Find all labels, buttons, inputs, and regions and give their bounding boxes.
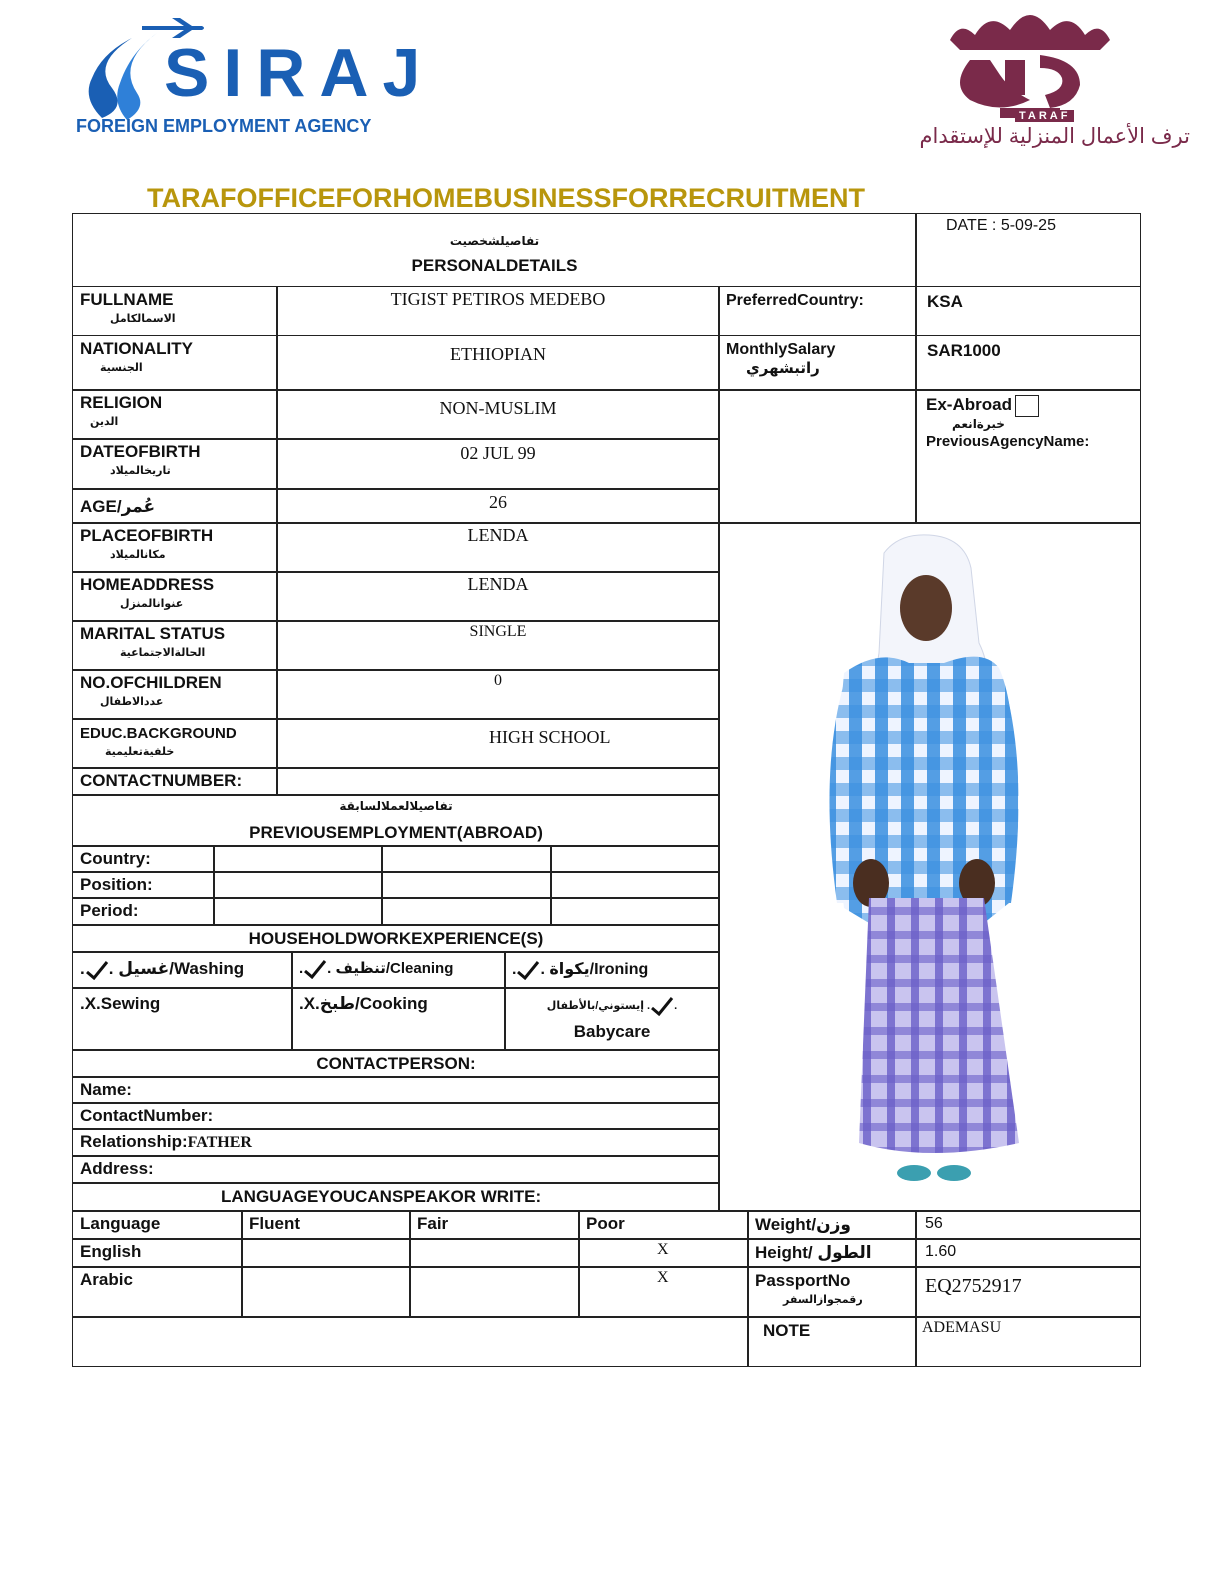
fullname-value: TIGIST PETIROS MEDEBO	[390, 289, 606, 309]
weight-label-cell	[747, 1210, 917, 1240]
cooking-cell	[291, 987, 506, 1051]
cleaning-check-icon	[303, 959, 327, 979]
dob-label: DATEOFBIRTH	[80, 442, 201, 461]
lang-english-poor: X	[657, 1241, 669, 1258]
weight-value-cell	[915, 1210, 1141, 1240]
prev-employment-title: PREVIOUSEMPLOYMENT(ABROAD)	[249, 823, 543, 842]
lang-arabic-poor-cell	[578, 1266, 749, 1318]
lang-arabic-poor: X	[657, 1269, 669, 1286]
exabroad-cell	[915, 389, 1141, 524]
nationality-ar: الجنسية	[100, 362, 143, 374]
washing-label: غسيل/Washing	[118, 959, 245, 978]
pob-label-cell	[72, 522, 278, 573]
lang-english-poor-cell	[578, 1238, 749, 1268]
nationality-value-cell	[276, 335, 720, 391]
cp-number-label: ContactNumber:	[80, 1106, 214, 1125]
marital-label-cell	[72, 620, 278, 671]
crown-emblem-icon	[930, 0, 1130, 125]
marital-value: SINGLE	[469, 623, 527, 640]
height-value: 1.60	[925, 1243, 957, 1260]
prev-employment-ar: تفاصيلالعملالسابقة	[339, 799, 453, 813]
fullname-label-cell	[72, 286, 278, 336]
language-header	[72, 1182, 720, 1212]
prev-agency-label: PreviousAgencyName:	[926, 433, 1090, 450]
cp-relationship-row	[72, 1128, 720, 1157]
note-value: ADEMASU	[922, 1319, 1002, 1336]
prev-position-cell-1	[213, 871, 383, 899]
household-header	[72, 924, 720, 953]
prev-period-cell-2	[381, 897, 552, 926]
educ-value-cell	[276, 718, 720, 769]
prev-period-label: Period:	[80, 901, 139, 920]
prev-position-label-cell	[72, 871, 215, 899]
nationality-value: ETHIOPIAN	[450, 344, 546, 364]
prev-country-cell-2	[381, 845, 552, 873]
ironing-check-icon	[516, 960, 540, 980]
siraj-logo	[72, 8, 435, 138]
religion-label-cell	[72, 389, 278, 440]
pob-label: PLACEOFBIRTH	[80, 526, 214, 545]
cp-address-row	[72, 1155, 720, 1184]
children-value-cell	[276, 669, 720, 720]
passport-label-cell	[747, 1266, 917, 1318]
educ-ar: خلفيةتعليمية	[105, 746, 175, 758]
personal-details-ar: تفاصيلشخصيت	[449, 234, 540, 248]
home-label: HOMEADDRESS	[80, 575, 215, 594]
lang-header-language	[72, 1210, 243, 1240]
age-value-cell	[276, 488, 720, 524]
home-label-cell	[72, 571, 278, 622]
religion-value: NON-MUSLIM	[439, 398, 557, 418]
date-value: DATE : 5-09-25	[946, 217, 1056, 234]
lang-header-poor	[578, 1210, 749, 1240]
educ-value: HIGH SCHOOL	[489, 727, 611, 747]
cp-address-label: Address:	[80, 1159, 154, 1178]
siraj-tagline: FOREIGN EMPLOYMENT AGENCY	[76, 116, 372, 136]
nationality-label: NATIONALITY	[80, 339, 194, 358]
nationality-label-cell	[72, 335, 278, 391]
religion-value-cell	[276, 389, 720, 440]
contact-label-cell	[72, 767, 278, 796]
taraf-logo-text: TARAF	[1015, 110, 1074, 122]
pref-country-label: PreferredCountry:	[726, 292, 864, 309]
dob-value: 02 JUL 99	[460, 443, 536, 463]
exabroad-label: Ex-Abroad	[926, 395, 1012, 415]
age-label: AGE/عُمر	[80, 497, 156, 516]
washing-cell: . . غسيل/Washing	[72, 951, 293, 989]
exabroad-checkbox[interactable]	[1015, 395, 1039, 417]
height-label-cell	[747, 1238, 917, 1268]
lang-col-fluent: Fluent	[249, 1214, 300, 1233]
weight-value: 56	[925, 1215, 943, 1232]
taraf-arabic-name: ترف الأعمال المنزلية للإستقدام	[919, 125, 1190, 148]
educ-label-cell	[72, 718, 278, 769]
prev-period-label-cell	[72, 897, 215, 926]
contact-number-label: CONTACTNUMBER:	[80, 771, 243, 790]
prev-position-cell-2	[381, 871, 552, 899]
salary-label: MonthlySalary	[726, 341, 836, 358]
photo-frame	[718, 522, 1141, 1212]
contact-person-header	[72, 1049, 720, 1078]
lang-english: English	[80, 1242, 142, 1261]
babycare-ar: إيستوني/بالأطفال	[546, 999, 644, 1012]
exabroad-blank-cell	[718, 389, 917, 524]
babycare-label: Babycare	[573, 1022, 651, 1041]
height-label: Height/ الطول	[755, 1243, 872, 1262]
passport-value-cell	[915, 1266, 1141, 1318]
lang-english-cell	[72, 1238, 243, 1268]
fullname-value-cell	[276, 286, 720, 336]
prev-country-label-cell	[72, 845, 215, 873]
lang-col-fair: Fair	[417, 1214, 449, 1233]
prev-country-cell-1	[213, 845, 383, 873]
educ-label: EDUC.BACKGROUND	[80, 725, 237, 742]
prev-position-cell-3	[550, 871, 720, 899]
note-value-cell	[915, 1316, 1141, 1367]
dob-ar: تاريخالميلاد	[110, 465, 171, 477]
lang-arabic: Arabic	[80, 1270, 133, 1289]
passport-label: PassportNo	[755, 1271, 851, 1290]
marital-ar: الحالةالاجتماعية	[120, 647, 206, 659]
home-ar: عنوانالمنزل	[120, 598, 184, 610]
marital-label: MARITAL STATUS	[80, 624, 226, 643]
contact-value-cell	[276, 767, 720, 796]
siraj-name: SIRAJ	[164, 35, 435, 111]
children-label-cell	[72, 669, 278, 720]
pob-value-cell	[276, 522, 720, 573]
fullname-label: FULLNAME	[80, 290, 174, 309]
salary-ar: راتبشهري	[746, 360, 820, 377]
sewing-cell	[72, 987, 293, 1051]
salary-value: SAR1000	[927, 341, 1001, 360]
taraf-logo	[835, 0, 1195, 150]
cp-name-row	[72, 1076, 720, 1104]
lang-blank-row	[72, 1316, 749, 1367]
lang-header-fair	[409, 1210, 580, 1240]
sewing-label: .X.Sewing	[80, 994, 161, 1013]
prev-period-cell-3	[550, 897, 720, 926]
salary-label-cell	[718, 335, 917, 391]
date-cell	[915, 213, 1141, 287]
pref-country-label-cell	[718, 286, 917, 336]
note-label: NOTE	[763, 1321, 811, 1340]
fullname-ar: الاسمالكامل	[110, 313, 176, 325]
cleaning-label: تنظيف/Cleaning	[335, 960, 454, 977]
pref-country-value-cell	[915, 286, 1141, 336]
age-value: 26	[489, 492, 507, 512]
banner-title: TARAFOFFICEFORHOMEBUSINESSFORRECRUITMENT	[147, 183, 865, 213]
exabroad-ar: خبرةانعم	[952, 417, 1005, 431]
lang-arabic-fair	[409, 1266, 580, 1318]
children-ar: عددالاطفال	[100, 696, 164, 708]
ironing-label: يكواة/Ironing	[549, 961, 649, 978]
children-label: NO.OFCHILDREN	[80, 673, 222, 692]
household-title: HOUSEHOLDWORKEXPERIENCE(S)	[248, 929, 544, 948]
marital-value-cell	[276, 620, 720, 671]
dob-value-cell	[276, 438, 720, 490]
children-value: 0	[494, 672, 502, 689]
washing-check-icon	[85, 960, 109, 980]
religion-label: RELIGION	[80, 393, 163, 412]
age-label-cell	[72, 488, 278, 524]
home-value: LENDA	[467, 574, 529, 594]
lang-col-poor: Poor	[586, 1214, 625, 1233]
personal-details-header	[72, 213, 917, 287]
cp-name-label: Name:	[80, 1080, 132, 1099]
height-value-cell	[915, 1238, 1141, 1268]
personal-details-title: PERSONALDETAILS	[411, 256, 578, 275]
prev-position-label: Position:	[80, 875, 153, 894]
pob-ar: مكانالميلاد	[110, 549, 166, 561]
lang-english-fluent	[241, 1238, 411, 1268]
babycare-check-icon	[650, 996, 674, 1016]
note-label-cell	[747, 1316, 917, 1367]
dob-label-cell	[72, 438, 278, 490]
cp-number-row	[72, 1102, 720, 1130]
lang-english-fair	[409, 1238, 580, 1268]
passport-value: EQ2752917	[925, 1275, 1022, 1297]
babycare-cell: إيستوني/بالأطفال . . Babycare	[504, 987, 720, 1051]
weight-label: Weight/وزن	[755, 1215, 851, 1234]
cp-relationship-value: FATHER	[187, 1134, 252, 1151]
home-value-cell	[276, 571, 720, 622]
religion-ar: الدين	[90, 416, 119, 428]
ironing-cell: . . يكواة/Ironing	[504, 951, 720, 989]
prev-country-cell-3	[550, 845, 720, 873]
lang-col-language: Language	[80, 1214, 161, 1233]
cooking-label: .X.طبخ/Cooking	[299, 994, 428, 1013]
prev-employment-header	[72, 794, 720, 847]
language-title: LANGUAGEYOUCANSPEAKOR WRITE:	[221, 1187, 542, 1206]
passport-ar: رقمجوازالسفر	[783, 1294, 863, 1306]
prev-country-label: Country:	[80, 849, 151, 868]
lang-header-fluent	[241, 1210, 411, 1240]
contact-person-title: CONTACTPERSON:	[316, 1054, 476, 1073]
applicant-photo	[719, 523, 1139, 1209]
salary-value-cell	[915, 335, 1141, 391]
lang-arabic-fluent	[241, 1266, 411, 1318]
pob-value: LENDA	[467, 525, 529, 545]
pref-country-value: KSA	[927, 292, 963, 311]
cleaning-cell: . . تنظيف/Cleaning	[291, 951, 506, 989]
lang-arabic-cell	[72, 1266, 243, 1318]
prev-period-cell-1	[213, 897, 383, 926]
cp-relationship-label: Relationship:	[80, 1132, 188, 1151]
